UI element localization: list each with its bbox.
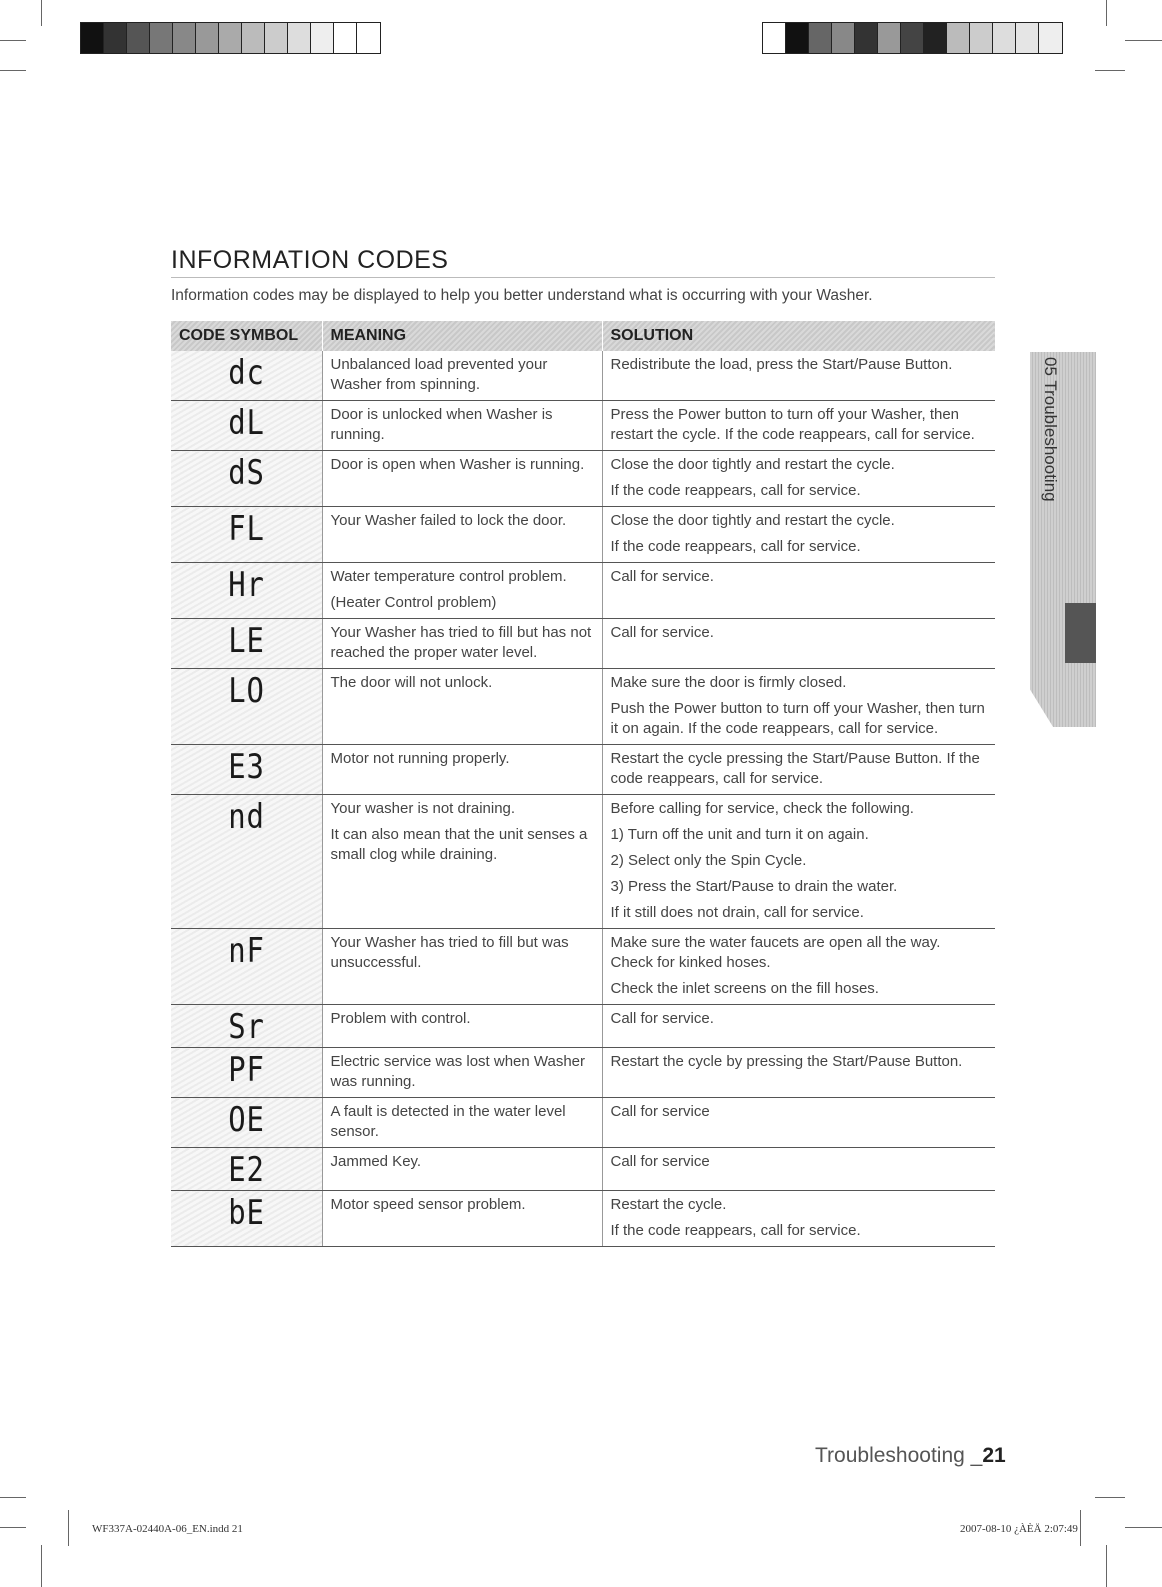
meaning-text: Unbalanced load prevented your Washer from spinning.	[330, 356, 548, 393]
meaning-text: Motor not running properly.	[330, 750, 510, 767]
page-title: INFORMATION CODES	[171, 246, 995, 278]
footer-label: Troubleshooting _	[815, 1444, 983, 1467]
table-row	[171, 619, 995, 669]
meaning-cell	[322, 351, 602, 401]
code-symbol-cell	[171, 1191, 322, 1247]
meaning-cell	[322, 1098, 602, 1148]
crop-mark	[1125, 40, 1162, 41]
section-side-tab-marker	[1065, 603, 1096, 663]
crop-mark	[0, 70, 26, 71]
crop-mark	[0, 1527, 26, 1528]
solution-text: Check the inlet screens on the fill hoses.	[610, 980, 879, 997]
code-symbol: dc	[227, 353, 265, 393]
crop-mark	[1106, 0, 1107, 26]
solution-text: Call for service	[610, 1153, 710, 1170]
meaning-cell	[322, 1048, 602, 1098]
code-symbol-cell	[171, 745, 322, 795]
code-symbol-cell	[171, 1098, 322, 1148]
code-symbol-cell	[171, 451, 322, 507]
registration-bar-left	[80, 22, 381, 54]
solution-cell	[602, 351, 995, 401]
solution-cell	[602, 1005, 995, 1048]
solution-cell	[602, 929, 995, 1005]
meaning-cell	[322, 1005, 602, 1048]
solution-text: Redistribute the load, press the Start/Pause Button.	[610, 356, 953, 373]
solution-text: Call for service.	[610, 568, 714, 585]
solution-text: Push the Power button to turn off your Washer, then turn it on again. If the code reappears, call for service.	[610, 700, 985, 737]
code-symbol: bE	[227, 1193, 265, 1233]
table-row	[171, 1005, 995, 1048]
crop-mark	[1095, 1497, 1125, 1498]
code-symbol: Hr	[227, 565, 265, 605]
table-row	[171, 745, 995, 795]
solution-cell	[602, 451, 995, 507]
solution-cell	[602, 507, 995, 563]
crop-mark	[0, 1497, 26, 1498]
solution-cell	[602, 1048, 995, 1098]
code-symbol: nd	[227, 797, 265, 837]
solution-text: Make sure the water faucets are open all the way. Check for kinked hoses.	[610, 934, 941, 971]
solution-text: If the code reappears, call for service.	[610, 538, 861, 555]
solution-text: If the code reappears, call for service.	[610, 482, 861, 499]
code-symbol-cell	[171, 351, 322, 401]
solution-text: Make sure the door is firmly closed.	[610, 674, 847, 691]
solution-text: Before calling for service, check the following.	[610, 800, 914, 817]
crop-mark	[41, 0, 42, 26]
meaning-text: Your Washer failed to lock the door.	[330, 512, 567, 529]
code-symbol: LO	[227, 671, 265, 711]
registration-bar-right	[762, 22, 1063, 54]
solution-text: Restart the cycle.	[610, 1196, 727, 1213]
meaning-text: Electric service was lost when Washer was running.	[330, 1053, 586, 1090]
solution-text: If it still does not drain, call for service.	[610, 904, 864, 921]
table-header-row	[171, 321, 995, 351]
solution-text: Restart the cycle pressing the Start/Pause Button. If the code reappears, call for service.	[610, 750, 980, 787]
table-row	[171, 929, 995, 1005]
print-slug-date: 2007-08-10 ¿ÀÈÄ 2:07:49	[960, 1523, 1078, 1535]
code-symbol: E3	[227, 747, 265, 787]
header-code-symbol: CODE SYMBOL	[171, 321, 322, 351]
meaning-text: Your Washer has tried to fill but was unsuccessful.	[330, 934, 569, 971]
meaning-text: Door is open when Washer is running.	[330, 456, 585, 473]
table-row	[171, 563, 995, 619]
meaning-text: Jammed Key.	[330, 1153, 422, 1170]
code-symbol-cell	[171, 401, 322, 451]
crop-mark	[1095, 70, 1125, 71]
solution-cell	[602, 401, 995, 451]
solution-cell	[602, 563, 995, 619]
section-side-tab-label: 05 Troubleshooting	[1041, 357, 1060, 502]
solution-cell	[602, 745, 995, 795]
crop-mark	[1125, 1527, 1162, 1528]
intro-text: Information codes may be displayed to help you better understand what is occurring with your Washer.	[171, 287, 873, 304]
solution-cell	[602, 619, 995, 669]
meaning-cell	[322, 451, 602, 507]
code-symbol-cell	[171, 1048, 322, 1098]
meaning-cell	[322, 745, 602, 795]
code-symbol-cell	[171, 669, 322, 745]
table-row	[171, 1098, 995, 1148]
table-row	[171, 451, 995, 507]
solution-cell	[602, 1098, 995, 1148]
crop-mark	[41, 1545, 42, 1587]
crop-mark	[1080, 1510, 1081, 1546]
solution-text: Call for service	[610, 1103, 710, 1120]
code-symbol: nF	[227, 931, 265, 971]
meaning-cell	[322, 669, 602, 745]
code-symbol-cell	[171, 929, 322, 1005]
meaning-text: The door will not unlock.	[330, 674, 493, 691]
code-symbol: OE	[227, 1100, 265, 1140]
code-symbol: E2	[227, 1150, 265, 1190]
table-row	[171, 795, 995, 929]
solution-text: Restart the cycle by pressing the Start/Pause Button.	[610, 1053, 963, 1070]
solution-text: Call for service.	[610, 624, 714, 641]
table-row	[171, 669, 995, 745]
crop-mark	[1106, 1545, 1107, 1587]
solution-text: Close the door tightly and restart the cycle.	[610, 512, 895, 529]
crop-mark	[0, 40, 26, 41]
solution-cell	[602, 1191, 995, 1247]
solution-cell	[602, 669, 995, 745]
meaning-cell	[322, 401, 602, 451]
solution-text: 2) Select only the Spin Cycle.	[610, 852, 807, 869]
code-symbol: dL	[227, 403, 265, 443]
code-symbol-cell	[171, 1148, 322, 1191]
meaning-cell	[322, 619, 602, 669]
code-symbol: LE	[227, 621, 265, 661]
meaning-cell	[322, 795, 602, 929]
solution-text: 3) Press the Start/Pause to drain the water.	[610, 878, 898, 895]
meaning-text: Your Washer has tried to fill but has not reached the proper water level.	[330, 624, 592, 661]
meaning-cell	[322, 929, 602, 1005]
meaning-text: Door is unlocked when Washer is running.	[330, 406, 553, 443]
information-codes-table	[171, 321, 996, 1247]
code-symbol-cell	[171, 795, 322, 929]
meaning-text: A fault is detected in the water level sensor.	[330, 1103, 566, 1140]
page-number: 21	[982, 1444, 1006, 1467]
solution-text: 1) Turn off the unit and turn it on again.	[610, 826, 869, 843]
solution-cell	[602, 795, 995, 929]
solution-text: Press the Power button to turn off your Washer, then restart the cycle. If the code reappears, call for service.	[610, 406, 975, 443]
print-slug-file: WF337A-02440A-06_EN.indd 21	[92, 1523, 243, 1535]
code-symbol: FL	[227, 509, 265, 549]
solution-cell	[602, 1148, 995, 1191]
crop-mark	[68, 1510, 69, 1546]
header-meaning: MEANING	[322, 321, 602, 351]
table-row	[171, 351, 995, 401]
meaning-text: Water temperature control problem.	[330, 568, 567, 585]
meaning-text: Motor speed sensor problem.	[330, 1196, 526, 1213]
table-row	[171, 1048, 995, 1098]
code-symbol-cell	[171, 619, 322, 669]
code-symbol-cell	[171, 507, 322, 563]
meaning-text: Your washer is not draining.	[330, 800, 516, 817]
code-symbol: dS	[227, 453, 265, 493]
solution-text: Close the door tightly and restart the cycle.	[610, 456, 895, 473]
table-row	[171, 401, 995, 451]
table-row	[171, 1191, 995, 1247]
meaning-cell	[322, 1148, 602, 1191]
solution-text: If the code reappears, call for service.	[610, 1222, 861, 1239]
meaning-text: Problem with control.	[330, 1010, 471, 1027]
header-solution: SOLUTION	[602, 321, 995, 351]
meaning-cell	[322, 1191, 602, 1247]
table-row	[171, 1148, 995, 1191]
code-symbol-cell	[171, 1005, 322, 1048]
meaning-cell	[322, 563, 602, 619]
meaning-cell	[322, 507, 602, 563]
page-footer	[815, 1444, 1006, 1468]
meaning-text: It can also mean that the unit senses a small clog while draining.	[330, 826, 588, 863]
solution-text: Call for service.	[610, 1010, 714, 1027]
meaning-text: (Heater Control problem)	[330, 594, 497, 611]
code-symbol: PF	[227, 1050, 265, 1090]
code-symbol: Sr	[227, 1007, 265, 1047]
table-row	[171, 507, 995, 563]
code-symbol-cell	[171, 563, 322, 619]
